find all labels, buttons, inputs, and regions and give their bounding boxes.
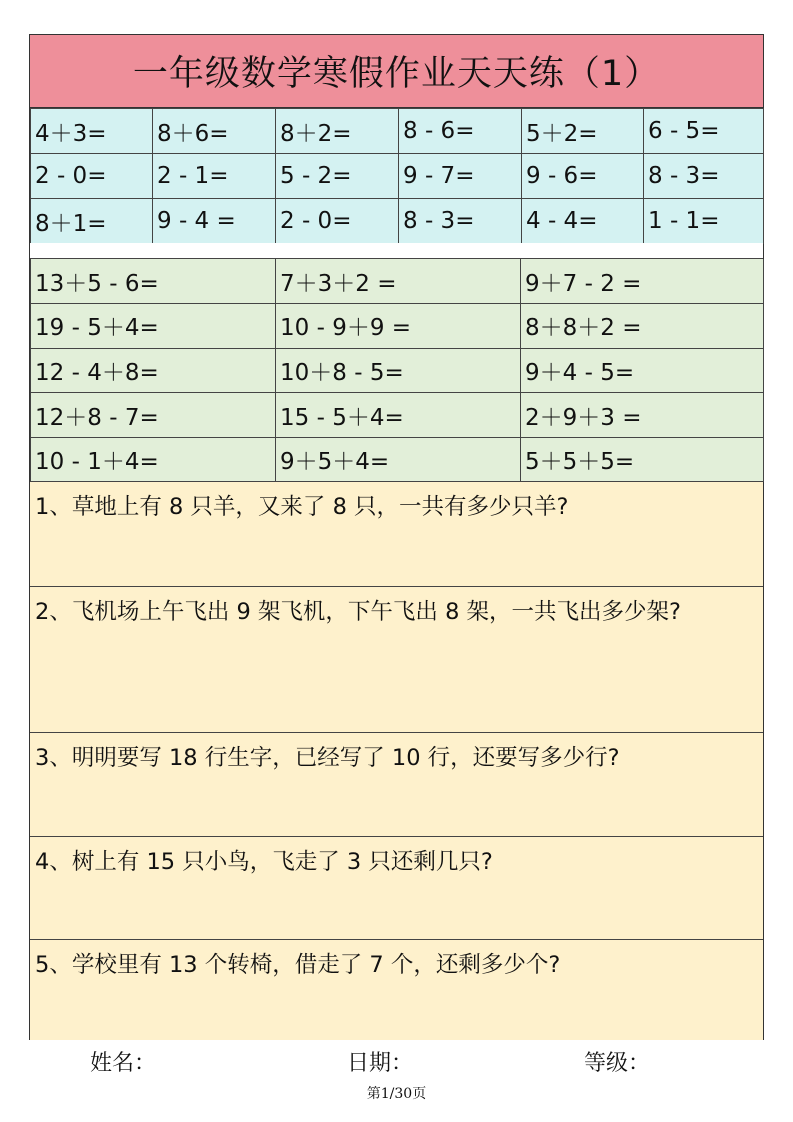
worksheet	[29, 34, 764, 1040]
section-gap	[30, 243, 763, 259]
mixed-calculation-table	[30, 259, 764, 482]
equation-cell: 2 - 1=	[153, 154, 276, 199]
equation-cell: 10＋8 - 5=	[276, 348, 521, 393]
equation-cell: 2 - 0=	[276, 199, 399, 244]
equation-cell: 13＋5 - 6=	[31, 259, 276, 304]
name-label: 姓名：	[90, 1051, 157, 1076]
equation-cell: 19 - 5＋4=	[31, 304, 276, 349]
equation-cell: 5 - 2=	[276, 154, 399, 199]
equation-cell: 8 - 3=	[399, 199, 522, 244]
equation-cell: 5＋2=	[522, 109, 644, 154]
equation-cell: 10 - 9＋9 =	[276, 304, 521, 349]
equation-cell: 12 - 4＋8=	[31, 348, 276, 393]
table-row	[31, 259, 764, 304]
equation-cell: 7＋3＋2 =	[276, 259, 521, 304]
equation-cell: 8＋6=	[153, 109, 276, 154]
equation-cell: 9＋7 - 2 =	[521, 259, 764, 304]
table-row	[31, 109, 764, 154]
table-row	[31, 348, 764, 393]
equation-cell: 8 - 6=	[399, 109, 522, 154]
table-row	[31, 199, 764, 244]
equation-cell: 8＋2=	[276, 109, 399, 154]
word-problem: 1、草地上有 8 只羊，又来了 8 只，一共有多少只羊?	[30, 482, 763, 586]
grade-label: 等级：	[584, 1051, 651, 1076]
table-row	[31, 154, 764, 199]
word-problem: 3、明明要写 18 行生字，已经写了 10 行，还要写多少行?	[30, 732, 763, 836]
table-row	[31, 304, 764, 349]
equation-cell: 8＋8＋2 =	[521, 304, 764, 349]
equation-cell: 2＋9＋3 =	[521, 393, 764, 438]
equation-cell: 4 - 4=	[522, 199, 644, 244]
equation-cell: 10 - 1＋4=	[31, 437, 276, 482]
date-label: 日期：	[347, 1051, 414, 1076]
equation-cell: 6 - 5=	[644, 109, 764, 154]
equation-cell: 4＋3=	[31, 109, 153, 154]
equation-cell: 8 - 3=	[644, 154, 764, 199]
oral-calculation-table	[30, 108, 764, 244]
page-number: 第1/30页	[366, 1086, 427, 1102]
table-row	[31, 393, 764, 438]
equation-cell: 9 - 7=	[399, 154, 522, 199]
equation-cell: 15 - 5＋4=	[276, 393, 521, 438]
equation-cell: 12＋8 - 7=	[31, 393, 276, 438]
equation-cell: 1 - 1=	[644, 199, 764, 244]
word-problem: 4、树上有 15 只小鸟，飞走了 3 只还剩几只?	[30, 836, 763, 939]
equation-cell: 9 - 4 =	[153, 199, 276, 244]
word-problem: 2、飞机场上午飞出 9 架飞机，下午飞出 8 架，一共飞出多少架?	[30, 586, 763, 732]
equation-cell: 9＋4 - 5=	[521, 348, 764, 393]
equation-cell: 5＋5＋5=	[521, 437, 764, 482]
word-problems	[30, 482, 763, 1040]
word-problem: 5、学校里有 13 个转椅，借走了 7 个，还剩多少个?	[30, 939, 763, 1040]
equation-cell: 8＋1=	[31, 199, 153, 244]
worksheet-title: 一年级数学寒假作业天天练（1）	[30, 35, 763, 108]
equation-cell: 9＋5＋4=	[276, 437, 521, 482]
table-row	[31, 437, 764, 482]
equation-cell: 9 - 6=	[522, 154, 644, 199]
equation-cell: 2 - 0=	[31, 154, 153, 199]
